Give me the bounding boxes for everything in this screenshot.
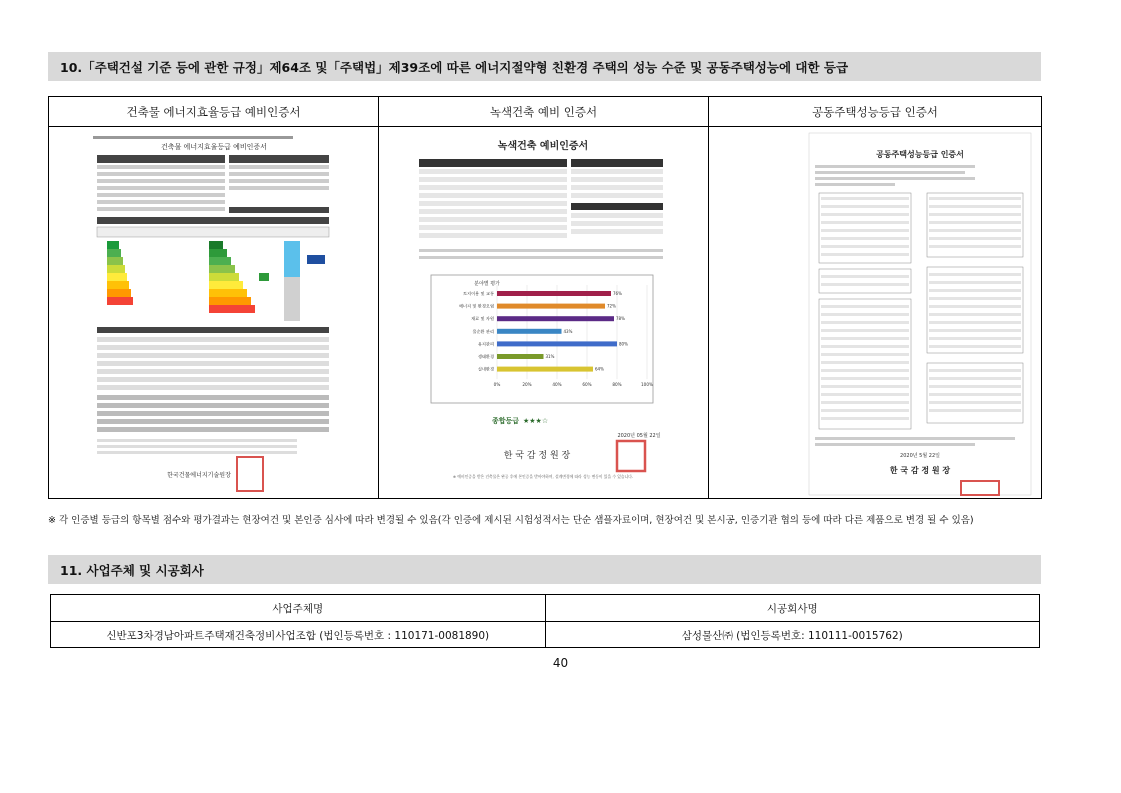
green-chart-title: 분야별 평가 — [474, 281, 500, 287]
x-tick-label: 20% — [522, 382, 532, 388]
bar — [497, 329, 562, 334]
bar-value-label: 43% — [563, 328, 573, 334]
energy-cert-title: 건축물 에너지효율등급 예비인증서 — [161, 143, 267, 151]
x-tick-label: 80% — [612, 382, 622, 388]
page-number: 40 — [552, 656, 569, 670]
x-tick-label: 40% — [552, 382, 562, 388]
owner-name: 신반포3차경남아파트주택재건축정비사업조합 (법인등록번호 : 110171-0081890) — [106, 629, 490, 642]
category-label: 실내환경 — [477, 366, 494, 372]
bar-value-label: 31% — [545, 354, 555, 359]
bar-value-label: 72% — [607, 303, 616, 309]
category-label: 유지관리 — [477, 341, 494, 347]
section-11-title: 11. 사업주체 및 시공회사 — [60, 562, 204, 578]
bar — [497, 367, 593, 372]
green-grade-label: 종합등급 — [491, 417, 519, 425]
bar — [497, 354, 544, 359]
green-cert-title: 녹색건축 예비인증서 — [497, 141, 589, 152]
business-table-header-row — [51, 595, 1039, 621]
owner-header: 사업주체명 — [272, 602, 324, 615]
category-label: 에너지 및 환경오염 — [458, 303, 494, 309]
bar — [497, 316, 614, 321]
energy-cert-issuer: 한국건물에너지기술원장 — [167, 472, 231, 479]
category-label: 생태환경 — [477, 354, 494, 359]
housing-cert-column — [709, 97, 1041, 498]
housing-cert-header: 공동주택성능등급 인증서 — [709, 97, 1041, 127]
business-table — [50, 594, 1040, 648]
section-10-header — [48, 52, 1041, 81]
business-table-row — [51, 621, 1039, 648]
housing-cert-title: 공동주택성능등급 인증서 — [876, 150, 964, 159]
green-cert-column — [379, 97, 709, 498]
section-11-header — [48, 555, 1041, 584]
green-grade-stars: ★★★☆ — [523, 417, 549, 425]
green-cert-image — [379, 127, 708, 498]
bar-value-label: 78% — [616, 316, 625, 322]
category-label: 재료 및 자원 — [471, 316, 494, 322]
green-cert-header: 녹색건축 예비 인증서 — [379, 97, 708, 127]
builder-header: 시공회사명 — [545, 595, 1040, 621]
builder-name: 삼성물산㈜ (법인등록번호: 110111-0015762) — [545, 622, 1040, 648]
green-cert-issuer: 한 국 감 정 원 장 — [503, 451, 571, 461]
bar — [497, 291, 611, 296]
housing-cert-date: 2020년 5월 22일 — [900, 453, 940, 459]
housing-cert-issuer: 한 국 감 정 원 장 — [889, 466, 951, 475]
bar-value-label: 76% — [613, 291, 622, 296]
bar-value-label: 64% — [595, 366, 604, 372]
energy-cert-image — [49, 127, 378, 498]
certificates-table — [48, 96, 1042, 499]
bar-value-label: 80% — [619, 341, 628, 347]
bar — [497, 304, 605, 309]
green-cert-date: 2020년 05월 22일 — [617, 433, 661, 439]
energy-cert-header: 건축물 에너지효율등급 예비인증서 — [49, 97, 378, 127]
x-tick-label: 0% — [493, 382, 501, 388]
green-cert-footer: ※ 예비인증을 받은 건축물은 완공 후에 본인증을 받아야하며, 설계변경에 따라 성능 변동이 있을 수 있습니다. — [452, 474, 634, 479]
x-tick-label: 100% — [641, 382, 653, 388]
energy-cert-column — [49, 97, 379, 498]
category-label: 물순환 관리 — [472, 328, 494, 334]
section-10-title: 10.「주택건설 기준 등에 관한 규정」제64조 및「주택법」제39조에 따른 에너지절약형 친환경 주택의 성능 수준 및 공동주택성능에 대한 등급 — [60, 59, 849, 75]
certification-note: ※ 각 인증별 등급의 항목별 점수와 평가결과는 현장여건 및 본인증 심사에 따라 변경될 수 있음(각 인증에 제시된 시험성적서는 단순 샘플자료이며, 현장여건 및 본시공, 인증기관 협의 등에 따라 다른 제품으로 변경 될 수 있음) — [48, 515, 974, 526]
bar — [497, 341, 617, 346]
housing-cert-image — [709, 127, 1041, 498]
category-label: 토지이용 및 교통 — [463, 291, 494, 296]
x-tick-label: 60% — [582, 382, 592, 388]
